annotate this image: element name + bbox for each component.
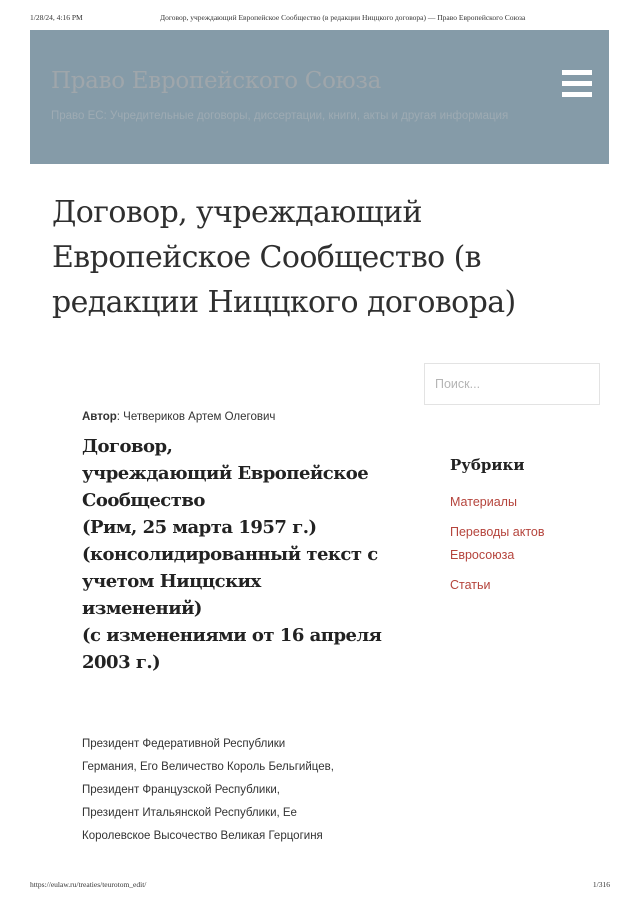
site-description: Право ЕС: Учредительные договоры, диссертации, книги, акты и другая информация: [51, 110, 509, 122]
preamble-line: Королевское Высочество Великая Герцогиня: [82, 830, 323, 842]
menu-bar: [562, 92, 592, 97]
print-page-title: Договор, учреждающий Европейское Сообщество (в редакции Ниццкого договора) — Право Европейского Союза: [160, 13, 526, 22]
site-header-banner: [30, 30, 609, 164]
rubrics-list: [450, 491, 590, 604]
heading-line: Сообщество: [82, 490, 205, 511]
rubric-link-articles[interactable]: Статьи: [450, 578, 491, 592]
preamble-text: [82, 733, 334, 848]
print-page-number: 1/316: [592, 880, 610, 889]
heading-line: (Рим, 25 марта 1957 г.): [82, 517, 317, 538]
page-title: Договор, учреждающий Европейское Сообщество (в редакции Ниццкого договора): [52, 195, 516, 320]
rubrics-heading: Рубрики: [450, 456, 525, 474]
author-line: [82, 411, 275, 423]
menu-bar: [562, 81, 592, 86]
heading-line: (с изменениями от 16 апреля: [82, 625, 382, 646]
heading-line: изменений): [82, 598, 202, 619]
preamble-line: Президент Итальянской Республики, Ее: [82, 807, 297, 819]
heading-line: 2003 г.): [82, 652, 161, 673]
print-datetime: 1/28/24, 4:16 PM: [30, 13, 83, 22]
search-input[interactable]: [424, 363, 600, 405]
preamble-line: Германия, Его Величество Король Бельгийцев,: [82, 761, 334, 773]
heading-line: Договор,: [82, 436, 173, 457]
rubric-link-materials[interactable]: Материалы: [450, 495, 517, 509]
preamble-line: Президент Федеративной Республики: [82, 738, 286, 750]
heading-line: учреждающий Европейское: [82, 463, 369, 484]
menu-bar: [562, 70, 592, 75]
hamburger-menu-icon[interactable]: [562, 70, 592, 98]
site-title[interactable]: Право Европейского Союза: [51, 68, 382, 94]
author-name: : Четвериков Артем Олегович: [116, 411, 276, 423]
heading-line: учетом Ниццских: [82, 571, 261, 592]
heading-line: (консолидированный текст с: [82, 544, 378, 565]
preamble-line: Президент Французской Республики,: [82, 784, 280, 796]
rubric-link-translations[interactable]: Переводы актов Евросоюза: [450, 525, 545, 562]
author-label: Автор: [82, 411, 117, 423]
print-url: https://eulaw.ru/treaties/teurotom_edit/: [30, 880, 147, 889]
document-heading: [82, 433, 382, 676]
